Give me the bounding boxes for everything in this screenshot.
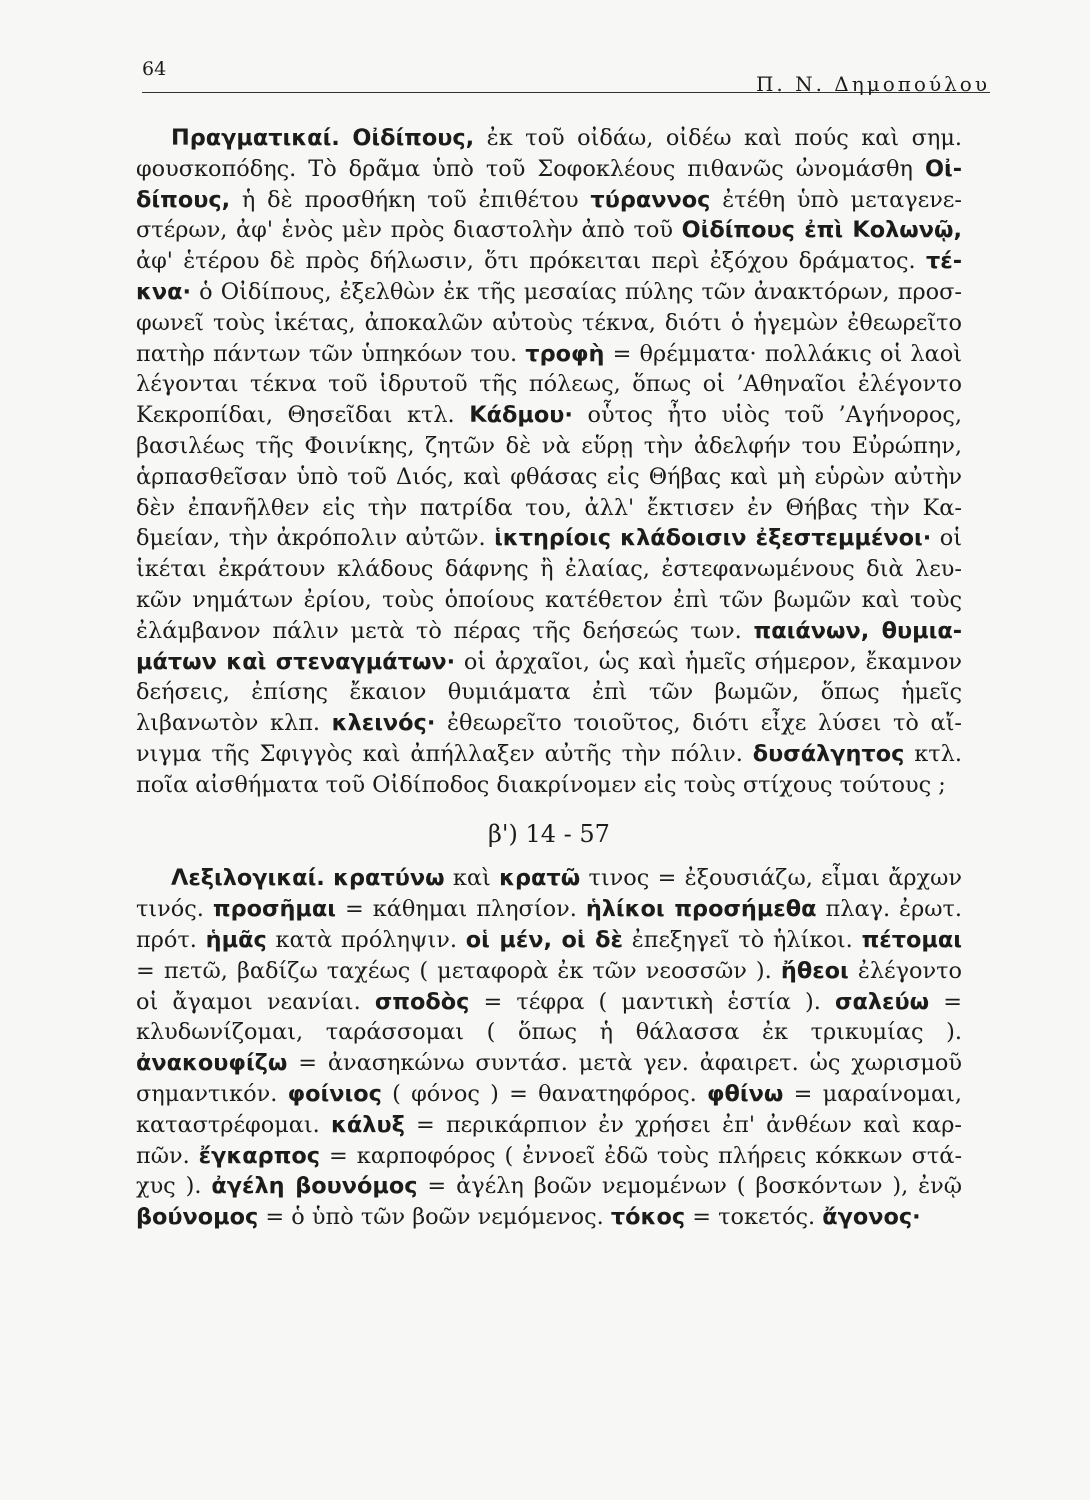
term-bold: ἡμᾶς xyxy=(205,926,267,953)
term-bold: ἀνακουφίζω xyxy=(136,1050,288,1077)
text-run: = ἀγέλη βοῶν νεμομένων ( βοσκόντων ), ἐνῷ xyxy=(417,1173,962,1200)
text-run: ἐθεωρεῖτο τοιοῦτος, διότι εἶχε λύσει τὸ αἴνιγμα τῆς Σφιγγὸς καὶ ἀπήλλαξεν αὐτῆς τὴν πόλιν. xyxy=(136,710,962,767)
text-run: ἐτέθη ὑπὸ μεταγενεστέρων, ἀφ' ἑνὸς μὲν πρὸς διαστολὴν ἀπὸ τοῦ xyxy=(136,186,962,244)
text-run: = ἀνασηκώνω συντάσ. μετὰ γεν. ἀφαιρετ. ὡς χωρισμοῦ σημαντικόν. xyxy=(136,1050,962,1107)
text-run: = μαραίνομαι, καταστρέφομαι. xyxy=(136,1080,962,1138)
term-bold: δυσάλγητος xyxy=(752,740,905,767)
text-run: καὶ xyxy=(444,865,500,892)
term-bold: φοίνιος xyxy=(287,1080,382,1107)
term-bold: φθίνω xyxy=(707,1080,784,1107)
text-run: = τοκετός. xyxy=(685,1204,823,1231)
text-run: πλαγ. ἐρωτ. πρότ. xyxy=(136,896,962,953)
term-bold: κρατῶ xyxy=(499,865,581,892)
text-run: = κάθημαι πλησίον. xyxy=(336,896,586,923)
text-run: οἱ ἀρχαῖοι, ὡς καὶ ἡμεῖς σήμερον, ἔκαμνον δεήσεις, ἐπίσης ἔκαιον θυμιάματα ἐπὶ τῶν βωμῶν, ὅπως ἡμεῖς λιβανωτὸν κλπ. xyxy=(136,648,962,737)
term-bold: προσῆμαι xyxy=(212,896,337,923)
term-bold: Οἰδίπους, xyxy=(136,155,962,213)
term-bold: παιάνων, θυμιαμάτων καὶ στεναγμάτων· xyxy=(136,617,962,675)
text-run: = κλυδωνίζομαι, ταράσσομαι ( ὅπως ἡ θάλασσα ἐκ τρικυμίας ). xyxy=(136,988,962,1046)
term-bold: ἱκτηρίοις κλάδοισιν ἐξεστεμμένοι· xyxy=(494,525,932,552)
term-bold: ἀγέλη βουνόμος xyxy=(211,1173,418,1200)
text-run: ἡ δὲ προσθήκη τοῦ ἐπιθέτου xyxy=(230,186,591,213)
page-number: 64 xyxy=(142,58,167,80)
paragraph-pragmatikai xyxy=(136,123,962,801)
text-run: ( φόνος ) = θανατηφόρος. xyxy=(381,1080,707,1107)
page-header xyxy=(142,58,990,96)
term-bold: τύραννος xyxy=(590,186,711,213)
term-bold: τέκνα· xyxy=(136,248,962,305)
text-run: = ὁ ὑπὸ τῶν βοῶν νεμόμενος. xyxy=(258,1204,611,1231)
text-run: ἐπεξηγεῖ τὸ ἡλίκοι. xyxy=(622,926,862,953)
paragraph-lexilogikai xyxy=(136,863,962,1233)
term-bold: κάλυξ xyxy=(330,1111,405,1138)
term-bold: ἡλίκοι προσήμεθα xyxy=(585,896,817,923)
text-run: κτλ. ποῖα αἰσθήματα τοῦ Οἰδίποδος διακρίνομεν εἰς τοὺς στίχους τούτους ; xyxy=(136,740,962,798)
term-bold: ἄγονος· xyxy=(822,1204,921,1231)
term-bold: Κάδμου· xyxy=(469,402,573,429)
text-run: οἱ ἱκέται ἐκράτουν κλάδους δάφνης ἢ ἐλαίας, ἐστεφανωμένους διὰ λευκῶν νημάτων ἐρίου, τοὺς ὁποίους κατέθετον ἐπὶ τῶν βωμῶν καὶ τοὺς ἐλάμβανον πάλιν μετὰ τὸ πέρας τῆς δεήσεώς των. xyxy=(136,525,962,644)
running-head: Π. Ν. Δημοπούλου xyxy=(755,72,990,96)
term-bold: κρατύνω xyxy=(333,865,445,892)
term-bold: τόκος xyxy=(610,1204,686,1231)
term-bold: οἱ μέν, οἱ δὲ xyxy=(465,926,623,953)
term-bold: Λεξιλογικαί. xyxy=(171,865,325,892)
term-bold: ἔγκαρπος xyxy=(198,1142,321,1169)
term-bold: πέτομαι xyxy=(861,926,962,953)
text-run: ἐλέγοντο οἱ ἄγαμοι νεανίαι. xyxy=(136,957,963,1015)
text-run: τινος = ἐξουσιάζω, εἶμαι ἄρχων τινός. xyxy=(136,865,962,923)
term-bold: βούνομος xyxy=(136,1204,259,1231)
text-run: ὁ Οἰδίπους, ἐξελθὼν ἐκ τῆς μεσαίας πύλης τῶν ἀνακτόρων, προσφωνεῖ τοὺς ἱκέτας, ἀποκαλῶν αὐτοὺς τέκνα, διότι ὁ ἡγεμὼν ἐθεωρεῖτο πατὴρ πάντων τῶν ὑπηκόων του. xyxy=(136,278,962,367)
term-bold: Οἰδίπους ἐπὶ Κολωνῷ, xyxy=(681,217,962,244)
term-bold: τροφὴ xyxy=(525,340,605,367)
body-text xyxy=(136,123,962,1233)
text-run: = καρποφόρος ( ἐννοεῖ ἐδῶ τοὺς πλήρεις κόκκων στάχυς ). xyxy=(136,1142,963,1200)
text-run xyxy=(325,865,333,891)
text-run: κατὰ πρόληψιν. xyxy=(266,926,466,953)
text-run: = τέφρα ( μαντικὴ ἑστία ). xyxy=(469,988,836,1015)
term-bold: σποδὸς xyxy=(374,988,470,1015)
term-bold: Πραγματικαί. xyxy=(171,125,340,151)
text-run: ἐκ τοῦ οἰδάω, οἰδέω καὶ πούς καὶ σημ. φουσκοπόδης. Τὸ δρᾶμα ὑπὸ τοῦ Σοφοκλέους πιθανῶς ὠνομάσθη xyxy=(136,125,963,182)
term-bold: Οἰδίπους, xyxy=(352,125,475,151)
term-bold: σαλεύω xyxy=(835,988,930,1015)
text-run: = θρέμματα· πολλάκις οἱ λαοὶ λέγονται τέκνα τοῦ ἱδρυτοῦ τῆς πόλεως, ὅπως οἱ ’Αθηναῖοι ἐλέγοντο Κεκροπίδαι, Θησεῖδαι κτλ. xyxy=(136,340,962,429)
term-bold: ἤθεοι xyxy=(780,957,849,984)
text-run xyxy=(340,125,353,151)
text-run: οὗτος ἦτο υἱὸς τοῦ ’Αγήνορος, βασιλέως τῆς Φοινίκης, ζητῶν δὲ νὰ εὕρῃ τὴν ἀδελφήν του Εὐρώπην, ἁρπασθεῖσαν ὑπὸ τοῦ Διός, καὶ φθάσας εἰς Θήβας καὶ μὴ εὑρὼν αὐτὴν δὲν ἐπανῆλθεν εἰς τὴν πατρίδα του, ἀλλ' ἔκτισεν ἐν Θήβας τὴν Καδμείαν, τὴν ἀκρόπολιν αὐτῶν. xyxy=(136,402,963,552)
section-heading: β') 14 - 57 xyxy=(488,819,610,848)
text-run: = περικάρπιον ἐν χρήσει ἐπ' ἀνθέων καὶ καρπῶν. xyxy=(136,1111,962,1169)
text-run: = πετῶ, βαδίζω ταχέως ( μεταφορὰ ἐκ τῶν νεοσσῶν ). xyxy=(136,957,781,984)
term-bold: κλεινός· xyxy=(331,710,436,737)
text-run: ἀφ' ἑτέρου δὲ πρὸς δήλωσιν, ὅτι πρόκειται περὶ ἐξόχου δράματος. xyxy=(136,248,926,275)
